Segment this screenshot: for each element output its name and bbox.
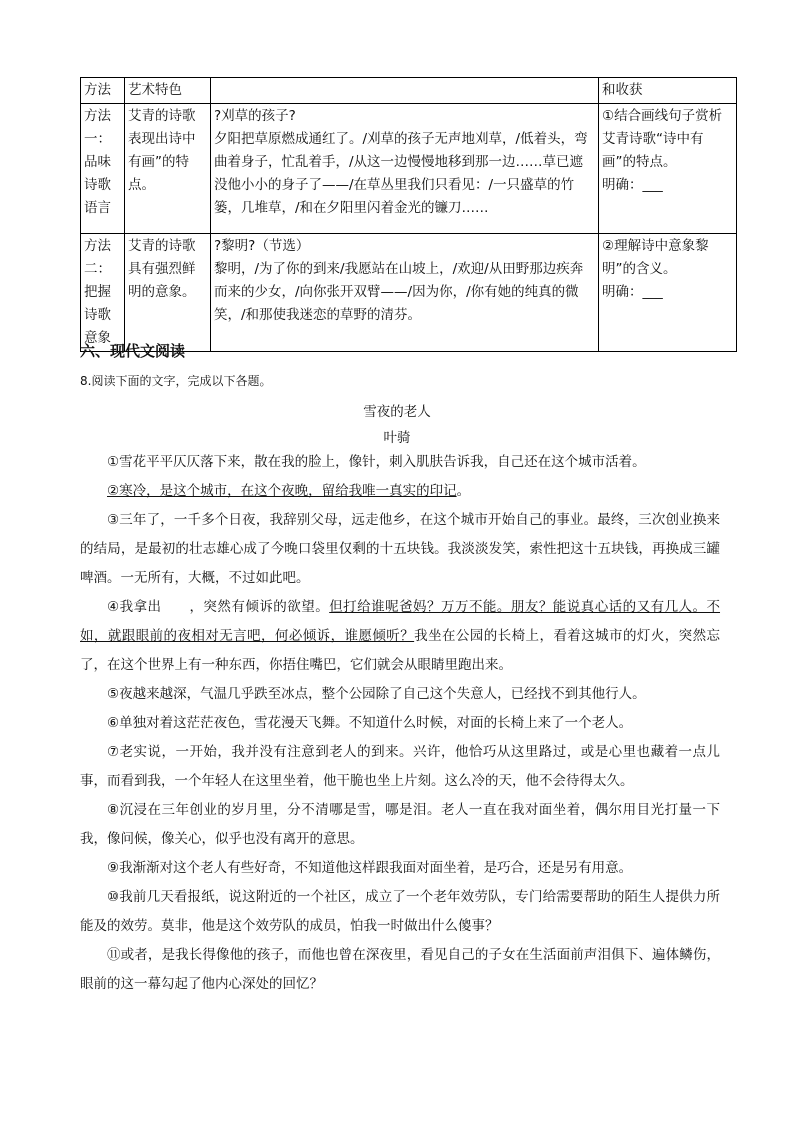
article-author: 叶骑 — [383, 430, 411, 446]
paragraph-10: ⑩我前几天看报纸，说这附近的一个社区，成立了一个老年效劳队，专门给需要帮助的陌生人提供力所能及的效劳。莫非，他是这个效劳队的成员，怕我一时做出什么傻事？ — [80, 889, 720, 934]
poem-cell — [211, 234, 599, 352]
paragraph-8: ⑧沉浸在三年创业的岁月里，分不清哪是雪，哪是泪。老人一直在我对面坐着，偶尔用目光打量一下我，像问候，像关心，似乎也没有离开的意思。 — [80, 802, 720, 847]
header-feature: 艺术特色 — [125, 78, 211, 104]
harvest-cell — [599, 104, 737, 234]
underlined-sentence: ②寒冷，是这个城市，在这个夜晚，留给我唯一真实的印记 — [107, 483, 457, 499]
harvest-question: ①结合画线句子赏析艾青诗歌“诗中有画”的特点。 — [602, 108, 723, 170]
paragraph-2-end: 。 — [456, 483, 471, 499]
poem-text: 夕阳把草原燃成通红了。/刈草的孩子无声地刈草，/低着头，弯曲着身子，忙乱着手，/从这一边慢慢地移到那一边……草已遮没他小小的身子了——/在草丛里我们只看见：/一只盛草的竹篓，几堆草，/和在夕阳里闪着金光的镰刀…… — [214, 131, 588, 216]
harvest-cell — [599, 234, 737, 352]
poem-title: ?黎明?（节选） — [214, 238, 310, 254]
paragraph-2 — [80, 477, 720, 506]
question-intro: 8.阅读下面的文字，完成以下各题。 — [80, 374, 272, 388]
header-poem — [211, 78, 599, 104]
harvest-question: ②理解诗中意象黎明”的含义。 — [602, 238, 709, 277]
method-cell: 方法二：把握诗歌意象 — [81, 234, 125, 352]
poem-cell — [211, 104, 599, 234]
underlined-sentence: 但打给谁呢爸妈？万万不能。朋友？能说真心话的又有几人。不如，就跟眼前的夜相对无言吧，何必倾诉，谁愿倾听？ — [80, 599, 721, 644]
answer-blank: 明确：___ — [602, 177, 663, 193]
paragraph-4-start: ④我拿出 ，突然有倾诉的欲望。 — [107, 599, 330, 615]
paragraph-11: ⑪或者，是我长得像他的孩子，而他也曾在深夜里，看见自己的子女在生活面前声泪俱下、遍体鳞伤，眼前的这一幕勾起了他内心深处的回忆？ — [80, 947, 720, 992]
article-body — [80, 448, 720, 999]
paragraph-7: ⑦老实说，一开始，我并没有注意到老人的到来。兴许，他恰巧从这里路过，或是心里也藏着一点儿事，而看到我，一个年轻人在这里坐着，他干脆也坐上片刻。这么冷的天，他不会待得太久。 — [80, 744, 720, 789]
poem-title: ?刈草的孩子? — [214, 108, 296, 124]
paragraph-9: ⑨我渐渐对这个老人有些好奇，不知道他这样跟我面对面坐着，是巧合，还是另有用意。 — [107, 860, 633, 876]
table-row — [81, 234, 737, 352]
paragraph-1: ①雪花平平仄仄落下来，散在我的脸上，像针，刺入肌肤告诉我，自己还在这个城市活着。 — [107, 454, 646, 470]
answer-blank: 明确：___ — [602, 284, 663, 300]
paragraph-5: ⑤夜越来越深，气温几乎跌至冰点，整个公园除了自己这个失意人，已经找不到其他行人。 — [107, 686, 646, 702]
header-harvest: 和收获 — [599, 78, 737, 104]
paragraph-4 — [80, 593, 720, 680]
table-header-row — [81, 78, 737, 104]
header-method: 方法 — [81, 78, 125, 104]
paragraph-4-end: 我坐在公园的长椅上，看着这城市的灯火，突然忘了，在这个世界上有一种东西，你捂住嘴巴，它们就会从眼睛里跑出来。 — [80, 628, 721, 673]
table-row — [81, 104, 737, 234]
poetry-method-table — [80, 77, 737, 352]
section-title: 六、现代文阅读 — [80, 342, 186, 360]
article-title: 雪夜的老人 — [363, 404, 431, 420]
paragraph-6: ⑥单独对着这茫茫夜色，雪花漫天飞舞。不知道什么时候，对面的长椅上来了一个老人。 — [107, 715, 633, 731]
poem-text: 黎明，/为了你的到来/我愿站在山坡上，/欢迎/从田野那边疾奔而来的少女，/向你张开双臂——/因为你，/你有她的纯真的微笑，/和那使我迷恋的草野的清芬。 — [214, 261, 584, 323]
feature-cell: 艾青的诗歌表现出诗中有画”的特点。 — [125, 104, 211, 234]
method-cell: 方法一：品味诗歌语言 — [81, 104, 125, 234]
feature-cell: 艾青的诗歌具有强烈鲜明的意象。 — [125, 234, 211, 352]
paragraph-3: ③三年了，一千多个日夜，我辞别父母，远走他乡，在这个城市开始自己的事业。最终，三次创业换来的结局，是最初的壮志雄心成了今晚口袋里仅剩的十五块钱。我淡淡发笑，索性把这十五块钱，再换成三罐啤酒。一无所有，大概，不过如此吧。 — [80, 512, 720, 586]
